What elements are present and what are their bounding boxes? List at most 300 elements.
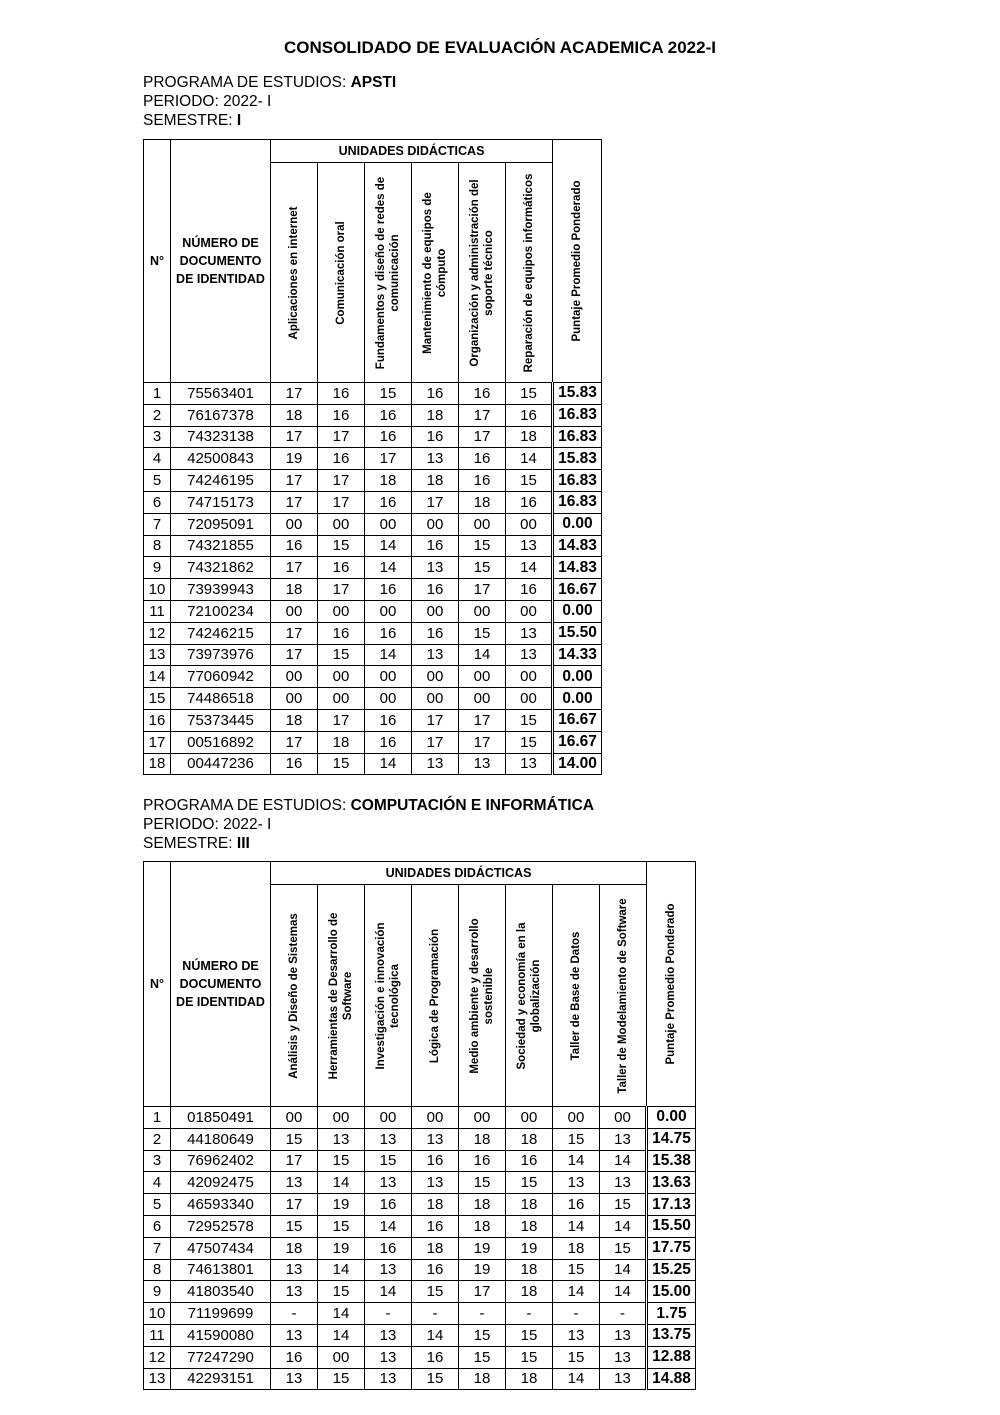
row-number: 3 (144, 426, 171, 448)
row-number: 5 (144, 470, 171, 492)
average-cell: 0.00 (647, 1107, 696, 1129)
grade-cell: 13 (553, 1324, 600, 1346)
grade-cell: 16 (318, 557, 365, 579)
grade-cell: 17 (459, 709, 506, 731)
grade-cell: 14 (506, 448, 553, 470)
grade-cell: 18 (506, 1194, 553, 1216)
programa-value: COMPUTACIÓN E INFORMÁTICA (350, 797, 594, 814)
document-number: 74323138 (171, 426, 271, 448)
grade-cell: 13 (600, 1324, 647, 1346)
grade-cell: 18 (459, 1194, 506, 1216)
grade-cell: 17 (271, 557, 318, 579)
col-header-units: UNIDADES DIDÁCTICAS (271, 140, 553, 163)
grade-cell: 00 (459, 513, 506, 535)
document-number: 41803540 (171, 1281, 271, 1303)
grade-cell: 15 (459, 1324, 506, 1346)
average-cell: 0.00 (553, 666, 602, 688)
grade-cell: 15 (600, 1237, 647, 1259)
grade-cell: 18 (506, 1259, 553, 1281)
grade-cell: 14 (600, 1259, 647, 1281)
grade-cell: 14 (553, 1150, 600, 1172)
average-cell: 15.38 (647, 1150, 696, 1172)
document-number: 77060942 (171, 666, 271, 688)
grade-cell: 16 (412, 535, 459, 557)
grade-cell: 18 (271, 404, 318, 426)
table-row (144, 709, 602, 731)
document-number: 74321855 (171, 535, 271, 557)
average-cell: 13.63 (647, 1172, 696, 1194)
average-cell: 14.83 (553, 557, 602, 579)
document-number: 73973976 (171, 644, 271, 666)
grade-cell: 14 (365, 535, 412, 557)
average-cell: 16.67 (553, 579, 602, 601)
row-number: 12 (144, 1346, 171, 1368)
grade-cell: 13 (600, 1368, 647, 1390)
grade-cell: - (271, 1303, 318, 1325)
grade-cell: 00 (459, 600, 506, 622)
table-row (144, 426, 602, 448)
grade-cell: 16 (271, 753, 318, 775)
grade-cell: - (553, 1303, 600, 1325)
grade-cell: 13 (506, 535, 553, 557)
grade-cell: 17 (459, 426, 506, 448)
grade-cell: 16 (412, 622, 459, 644)
table-row (144, 1259, 696, 1281)
table-row (144, 470, 602, 492)
grade-cell: 18 (271, 579, 318, 601)
table-row (144, 535, 602, 557)
table-row (144, 383, 602, 405)
grade-cell: 17 (318, 426, 365, 448)
grade-cell: 15 (506, 1324, 553, 1346)
grade-cell: 00 (600, 1107, 647, 1129)
grade-cell: 17 (271, 1194, 318, 1216)
grade-cell: 16 (365, 579, 412, 601)
grade-cell: 13 (506, 753, 553, 775)
grade-cell: 18 (506, 1128, 553, 1150)
grade-cell: 14 (365, 557, 412, 579)
row-number: 13 (144, 644, 171, 666)
grade-cell: 00 (459, 688, 506, 710)
col-header-average: Puntaje Promedio Ponderado (553, 140, 602, 383)
average-cell: 0.00 (553, 688, 602, 710)
unit-header-analisis-y-diseno-de-sistemas: Análisis y Diseño de Sistemas (271, 885, 318, 1107)
table-row (144, 1128, 696, 1150)
row-number: 2 (144, 404, 171, 426)
grade-cell: 15 (412, 1281, 459, 1303)
grade-cell: 00 (506, 688, 553, 710)
unit-header-mantenimiento-de-equipos-de-computo: Mantenimiento de equipos de cómputo (412, 163, 459, 383)
grade-cell: 17 (459, 731, 506, 753)
unit-header-investigacion-e-innovacion-tecnologica: Investigación e innovación tecnológica (365, 885, 412, 1107)
document-number: 01850491 (171, 1107, 271, 1129)
grade-cell: 18 (506, 1281, 553, 1303)
grade-cell: 18 (553, 1237, 600, 1259)
grade-cell: 13 (271, 1259, 318, 1281)
average-cell: 14.00 (553, 753, 602, 775)
grade-cell: 15 (553, 1259, 600, 1281)
document-number: 72952578 (171, 1215, 271, 1237)
table-row (144, 579, 602, 601)
table-row (144, 1281, 696, 1303)
row-number: 6 (144, 491, 171, 513)
average-cell: 15.83 (553, 383, 602, 405)
grade-cell: 16 (365, 1194, 412, 1216)
periodo-value: 2022- I (223, 816, 272, 833)
unit-header-fundamentos-y-diseno-de-redes-de-comunicacion: Fundamentos y diseño de redes de comunicación (365, 163, 412, 383)
unit-header-medio-ambiente-y-desarrollo-sostenible: Medio ambiente y desarrollo sostenible (459, 885, 506, 1107)
grade-cell: 16 (459, 383, 506, 405)
periodo-value: 2022- I (223, 93, 272, 110)
grade-cell: 15 (506, 1346, 553, 1368)
programa-line: PROGRAMA DE ESTUDIOS: APSTI (143, 74, 397, 91)
grade-cell: 13 (412, 644, 459, 666)
unit-header-taller-de-base-de-datos: Taller de Base de Datos (553, 885, 600, 1107)
grade-cell: 00 (271, 513, 318, 535)
document-title: CONSOLIDADO DE EVALUACIÓN ACADEMICA 2022-I (284, 38, 716, 57)
grade-cell: 00 (506, 666, 553, 688)
grade-cell: 15 (553, 1128, 600, 1150)
grade-cell: 18 (271, 709, 318, 731)
grade-cell: 19 (318, 1237, 365, 1259)
grade-cell: 17 (271, 491, 318, 513)
grade-cell: 00 (459, 1107, 506, 1129)
grade-cell: 13 (271, 1324, 318, 1346)
grade-cell: 13 (506, 622, 553, 644)
grade-cell: 00 (271, 600, 318, 622)
row-number: 10 (144, 1303, 171, 1325)
grade-cell: 15 (318, 753, 365, 775)
grade-cell: 14 (365, 1215, 412, 1237)
table-row (144, 666, 602, 688)
document-number: 44180649 (171, 1128, 271, 1150)
grade-cell: 15 (318, 1281, 365, 1303)
grade-cell: 00 (506, 513, 553, 535)
grade-cell: 15 (318, 644, 365, 666)
grade-cell: 14 (365, 753, 412, 775)
grade-cell: 14 (318, 1259, 365, 1281)
table-row (144, 644, 602, 666)
table-row (144, 622, 602, 644)
unit-header-sociedad-y-economia-en-la-globalizacion: Sociedad y economía en la globalización (506, 885, 553, 1107)
table-row (144, 1215, 696, 1237)
grade-cell: 16 (412, 1259, 459, 1281)
table-row (144, 1107, 696, 1129)
grade-cell: 13 (365, 1128, 412, 1150)
document-number: 72095091 (171, 513, 271, 535)
unit-header-logica-de-programacion: Lógica de Programación (412, 885, 459, 1107)
grade-cell: 13 (412, 1128, 459, 1150)
table-row (144, 1324, 696, 1346)
grade-cell: 16 (506, 1150, 553, 1172)
grade-cell: 18 (271, 1237, 318, 1259)
grade-cell: 17 (271, 383, 318, 405)
grade-cell: 17 (271, 470, 318, 492)
grade-cell: 16 (506, 579, 553, 601)
unit-header-aplicaciones-en-internet: Aplicaciones en internet (271, 163, 318, 383)
grade-cell: 17 (459, 579, 506, 601)
grade-cell: 15 (506, 1172, 553, 1194)
grade-cell: 17 (271, 731, 318, 753)
grade-cell: 14 (553, 1281, 600, 1303)
row-number: 4 (144, 1172, 171, 1194)
grade-cell: 16 (365, 709, 412, 731)
col-header-average: Puntaje Promedio Ponderado (647, 862, 696, 1107)
grade-cell: 17 (271, 622, 318, 644)
grade-cell: 18 (459, 1368, 506, 1390)
row-number: 6 (144, 1215, 171, 1237)
document-number: 76962402 (171, 1150, 271, 1172)
grade-cell: 00 (318, 1346, 365, 1368)
grade-cell: 16 (412, 383, 459, 405)
average-cell: 16.83 (553, 404, 602, 426)
grade-cell: 00 (506, 600, 553, 622)
grade-cell: 16 (365, 404, 412, 426)
grade-cell: 17 (271, 1150, 318, 1172)
grade-cell: 15 (459, 557, 506, 579)
grade-cell: 13 (600, 1172, 647, 1194)
document-number: 42092475 (171, 1172, 271, 1194)
grade-cell: 14 (365, 644, 412, 666)
grade-cell: 16 (318, 383, 365, 405)
average-cell: 14.75 (647, 1128, 696, 1150)
document-number: 72100234 (171, 600, 271, 622)
table-row (144, 448, 602, 470)
grade-cell: 15 (459, 1172, 506, 1194)
semestre-value: III (236, 835, 250, 852)
grade-cell: 18 (506, 1215, 553, 1237)
grade-cell: 16 (412, 1215, 459, 1237)
table-row (144, 600, 602, 622)
grade-cell: 14 (318, 1324, 365, 1346)
grade-cell: 15 (412, 1368, 459, 1390)
grade-cell: 18 (506, 1368, 553, 1390)
grade-cell: 17 (318, 579, 365, 601)
grade-cell: 15 (271, 1128, 318, 1150)
grade-cell: 00 (318, 513, 365, 535)
document-number: 76167378 (171, 404, 271, 426)
grade-cell: 16 (506, 404, 553, 426)
row-number: 1 (144, 383, 171, 405)
document-number: 74613801 (171, 1259, 271, 1281)
grade-cell: 00 (412, 600, 459, 622)
row-number: 2 (144, 1128, 171, 1150)
document-number: 74715173 (171, 491, 271, 513)
grade-cell: 18 (318, 731, 365, 753)
semestre-value: I (236, 112, 242, 129)
grade-cell: 18 (459, 491, 506, 513)
average-cell: 16.67 (553, 709, 602, 731)
grade-cell: 14 (600, 1215, 647, 1237)
grade-cell: 17 (412, 731, 459, 753)
col-header-document: NÚMERO DE DOCUMENTO DE IDENTIDAD (171, 140, 271, 383)
grade-cell: 14 (318, 1303, 365, 1325)
grade-cell: 00 (365, 1107, 412, 1129)
grade-cell: 00 (318, 1107, 365, 1129)
grade-cell: 00 (271, 666, 318, 688)
programa-value: APSTI (350, 74, 397, 91)
grade-cell: 18 (412, 470, 459, 492)
row-number: 5 (144, 1194, 171, 1216)
grade-cell: 13 (412, 557, 459, 579)
unit-header-reparacion-de-equipos-informaticos: Reparación de equipos informáticos (506, 163, 553, 383)
table-row (144, 1172, 696, 1194)
row-number: 1 (144, 1107, 171, 1129)
table-row (144, 1194, 696, 1216)
document-number: 46593340 (171, 1194, 271, 1216)
grade-cell: 13 (271, 1281, 318, 1303)
average-cell: 15.83 (553, 448, 602, 470)
average-cell: 17.13 (647, 1194, 696, 1216)
grade-cell: 15 (365, 1150, 412, 1172)
grade-cell: 13 (318, 1128, 365, 1150)
unit-header-taller-de-modelamiento-de-software: Taller de Modelamiento de Software (600, 885, 647, 1107)
grade-cell: 17 (318, 470, 365, 492)
col-header-units: UNIDADES DIDÁCTICAS (271, 862, 647, 885)
grade-cell: 16 (318, 448, 365, 470)
grade-cell: - (365, 1303, 412, 1325)
semestre-line: SEMESTRE: I (143, 112, 242, 129)
grade-cell: 14 (412, 1324, 459, 1346)
grade-cell: 16 (412, 579, 459, 601)
col-header-number: N° (144, 140, 171, 383)
grade-cell: 15 (553, 1346, 600, 1368)
grade-cell: 16 (365, 731, 412, 753)
grade-cell: 00 (365, 666, 412, 688)
grade-cell: 00 (318, 666, 365, 688)
average-cell: 16.83 (553, 491, 602, 513)
document-number: 41590080 (171, 1324, 271, 1346)
grade-cell: 14 (506, 557, 553, 579)
grade-cell: 18 (365, 470, 412, 492)
grade-cell: 00 (506, 1107, 553, 1129)
grade-cell: 00 (271, 688, 318, 710)
grade-cell: 13 (365, 1172, 412, 1194)
document-number: 75373445 (171, 709, 271, 731)
grade-cell: 16 (365, 1237, 412, 1259)
grade-cell: 19 (318, 1194, 365, 1216)
grade-cell: 18 (459, 1128, 506, 1150)
grade-cell: 13 (365, 1324, 412, 1346)
grade-cell: 00 (271, 1107, 318, 1129)
row-number: 18 (144, 753, 171, 775)
grade-cell: 19 (459, 1237, 506, 1259)
unit-header-organizacion-y-administracion-del-soporte-tecnico: Organización y administración del soporte técnico (459, 163, 506, 383)
grade-cell: 17 (459, 1281, 506, 1303)
unit-header-comunicacion-oral: Comunicación oral (318, 163, 365, 383)
grade-cell: 15 (318, 535, 365, 557)
grade-cell: 18 (412, 404, 459, 426)
section-1-header (143, 73, 396, 130)
row-number: 12 (144, 622, 171, 644)
grade-cell: 18 (506, 426, 553, 448)
grade-cell: 17 (412, 491, 459, 513)
document-number: 71199699 (171, 1303, 271, 1325)
grade-cell: 13 (459, 753, 506, 775)
average-cell: 1.75 (647, 1303, 696, 1325)
grade-cell: 15 (459, 535, 506, 557)
average-cell: 0.00 (553, 600, 602, 622)
row-number: 8 (144, 1259, 171, 1281)
grade-cell: 15 (506, 731, 553, 753)
grade-cell: 00 (365, 600, 412, 622)
grade-cell: 16 (271, 535, 318, 557)
average-cell: 14.83 (553, 535, 602, 557)
grade-cell: 16 (365, 622, 412, 644)
unit-header-herramientas-de-desarrollo-de-software: Herramientas de Desarrollo de Software (318, 885, 365, 1107)
grade-cell: 17 (365, 448, 412, 470)
row-number: 16 (144, 709, 171, 731)
grade-cell: 15 (600, 1194, 647, 1216)
grade-cell: 18 (412, 1237, 459, 1259)
row-number: 14 (144, 666, 171, 688)
grade-cell: 17 (318, 491, 365, 513)
grade-cell: 15 (318, 1215, 365, 1237)
grade-cell: - (412, 1303, 459, 1325)
table-row (144, 1346, 696, 1368)
row-number: 8 (144, 535, 171, 557)
grades-table-apsti (143, 139, 602, 775)
table-row (144, 688, 602, 710)
grade-cell: 19 (506, 1237, 553, 1259)
grade-cell: 13 (506, 644, 553, 666)
grade-cell: 16 (271, 1346, 318, 1368)
grade-cell: 13 (365, 1259, 412, 1281)
grade-cell: 16 (365, 426, 412, 448)
grade-cell: 16 (459, 470, 506, 492)
grade-cell: - (600, 1303, 647, 1325)
section-2-header (143, 796, 594, 853)
row-number: 15 (144, 688, 171, 710)
table-row (144, 1237, 696, 1259)
row-number: 7 (144, 513, 171, 535)
grade-cell: 17 (318, 709, 365, 731)
table-row (144, 753, 602, 775)
row-number: 7 (144, 1237, 171, 1259)
grade-cell: 13 (412, 1172, 459, 1194)
grade-cell: - (506, 1303, 553, 1325)
grade-cell: 00 (412, 688, 459, 710)
grade-cell: 14 (553, 1215, 600, 1237)
document-number: 74246195 (171, 470, 271, 492)
grade-cell: 16 (412, 1150, 459, 1172)
grade-cell: - (459, 1303, 506, 1325)
grade-cell: 16 (459, 1150, 506, 1172)
col-header-document: NÚMERO DE DOCUMENTO DE IDENTIDAD (171, 862, 271, 1107)
table-row (144, 491, 602, 513)
document-number: 42500843 (171, 448, 271, 470)
average-cell: 16.83 (553, 470, 602, 492)
grade-cell: 00 (318, 600, 365, 622)
table-row (144, 513, 602, 535)
grade-cell: 18 (412, 1194, 459, 1216)
grade-cell: 17 (459, 404, 506, 426)
row-number: 4 (144, 448, 171, 470)
average-cell: 12.88 (647, 1346, 696, 1368)
grade-cell: 15 (506, 709, 553, 731)
document-number: 74321862 (171, 557, 271, 579)
grade-cell: 15 (318, 1368, 365, 1390)
grade-cell: 00 (365, 513, 412, 535)
document-number: 75563401 (171, 383, 271, 405)
grade-cell: 13 (553, 1172, 600, 1194)
row-number: 11 (144, 600, 171, 622)
grade-cell: 00 (318, 688, 365, 710)
grade-cell: 16 (506, 491, 553, 513)
grade-cell: 15 (271, 1215, 318, 1237)
grade-cell: 00 (412, 1107, 459, 1129)
document-number: 74246215 (171, 622, 271, 644)
